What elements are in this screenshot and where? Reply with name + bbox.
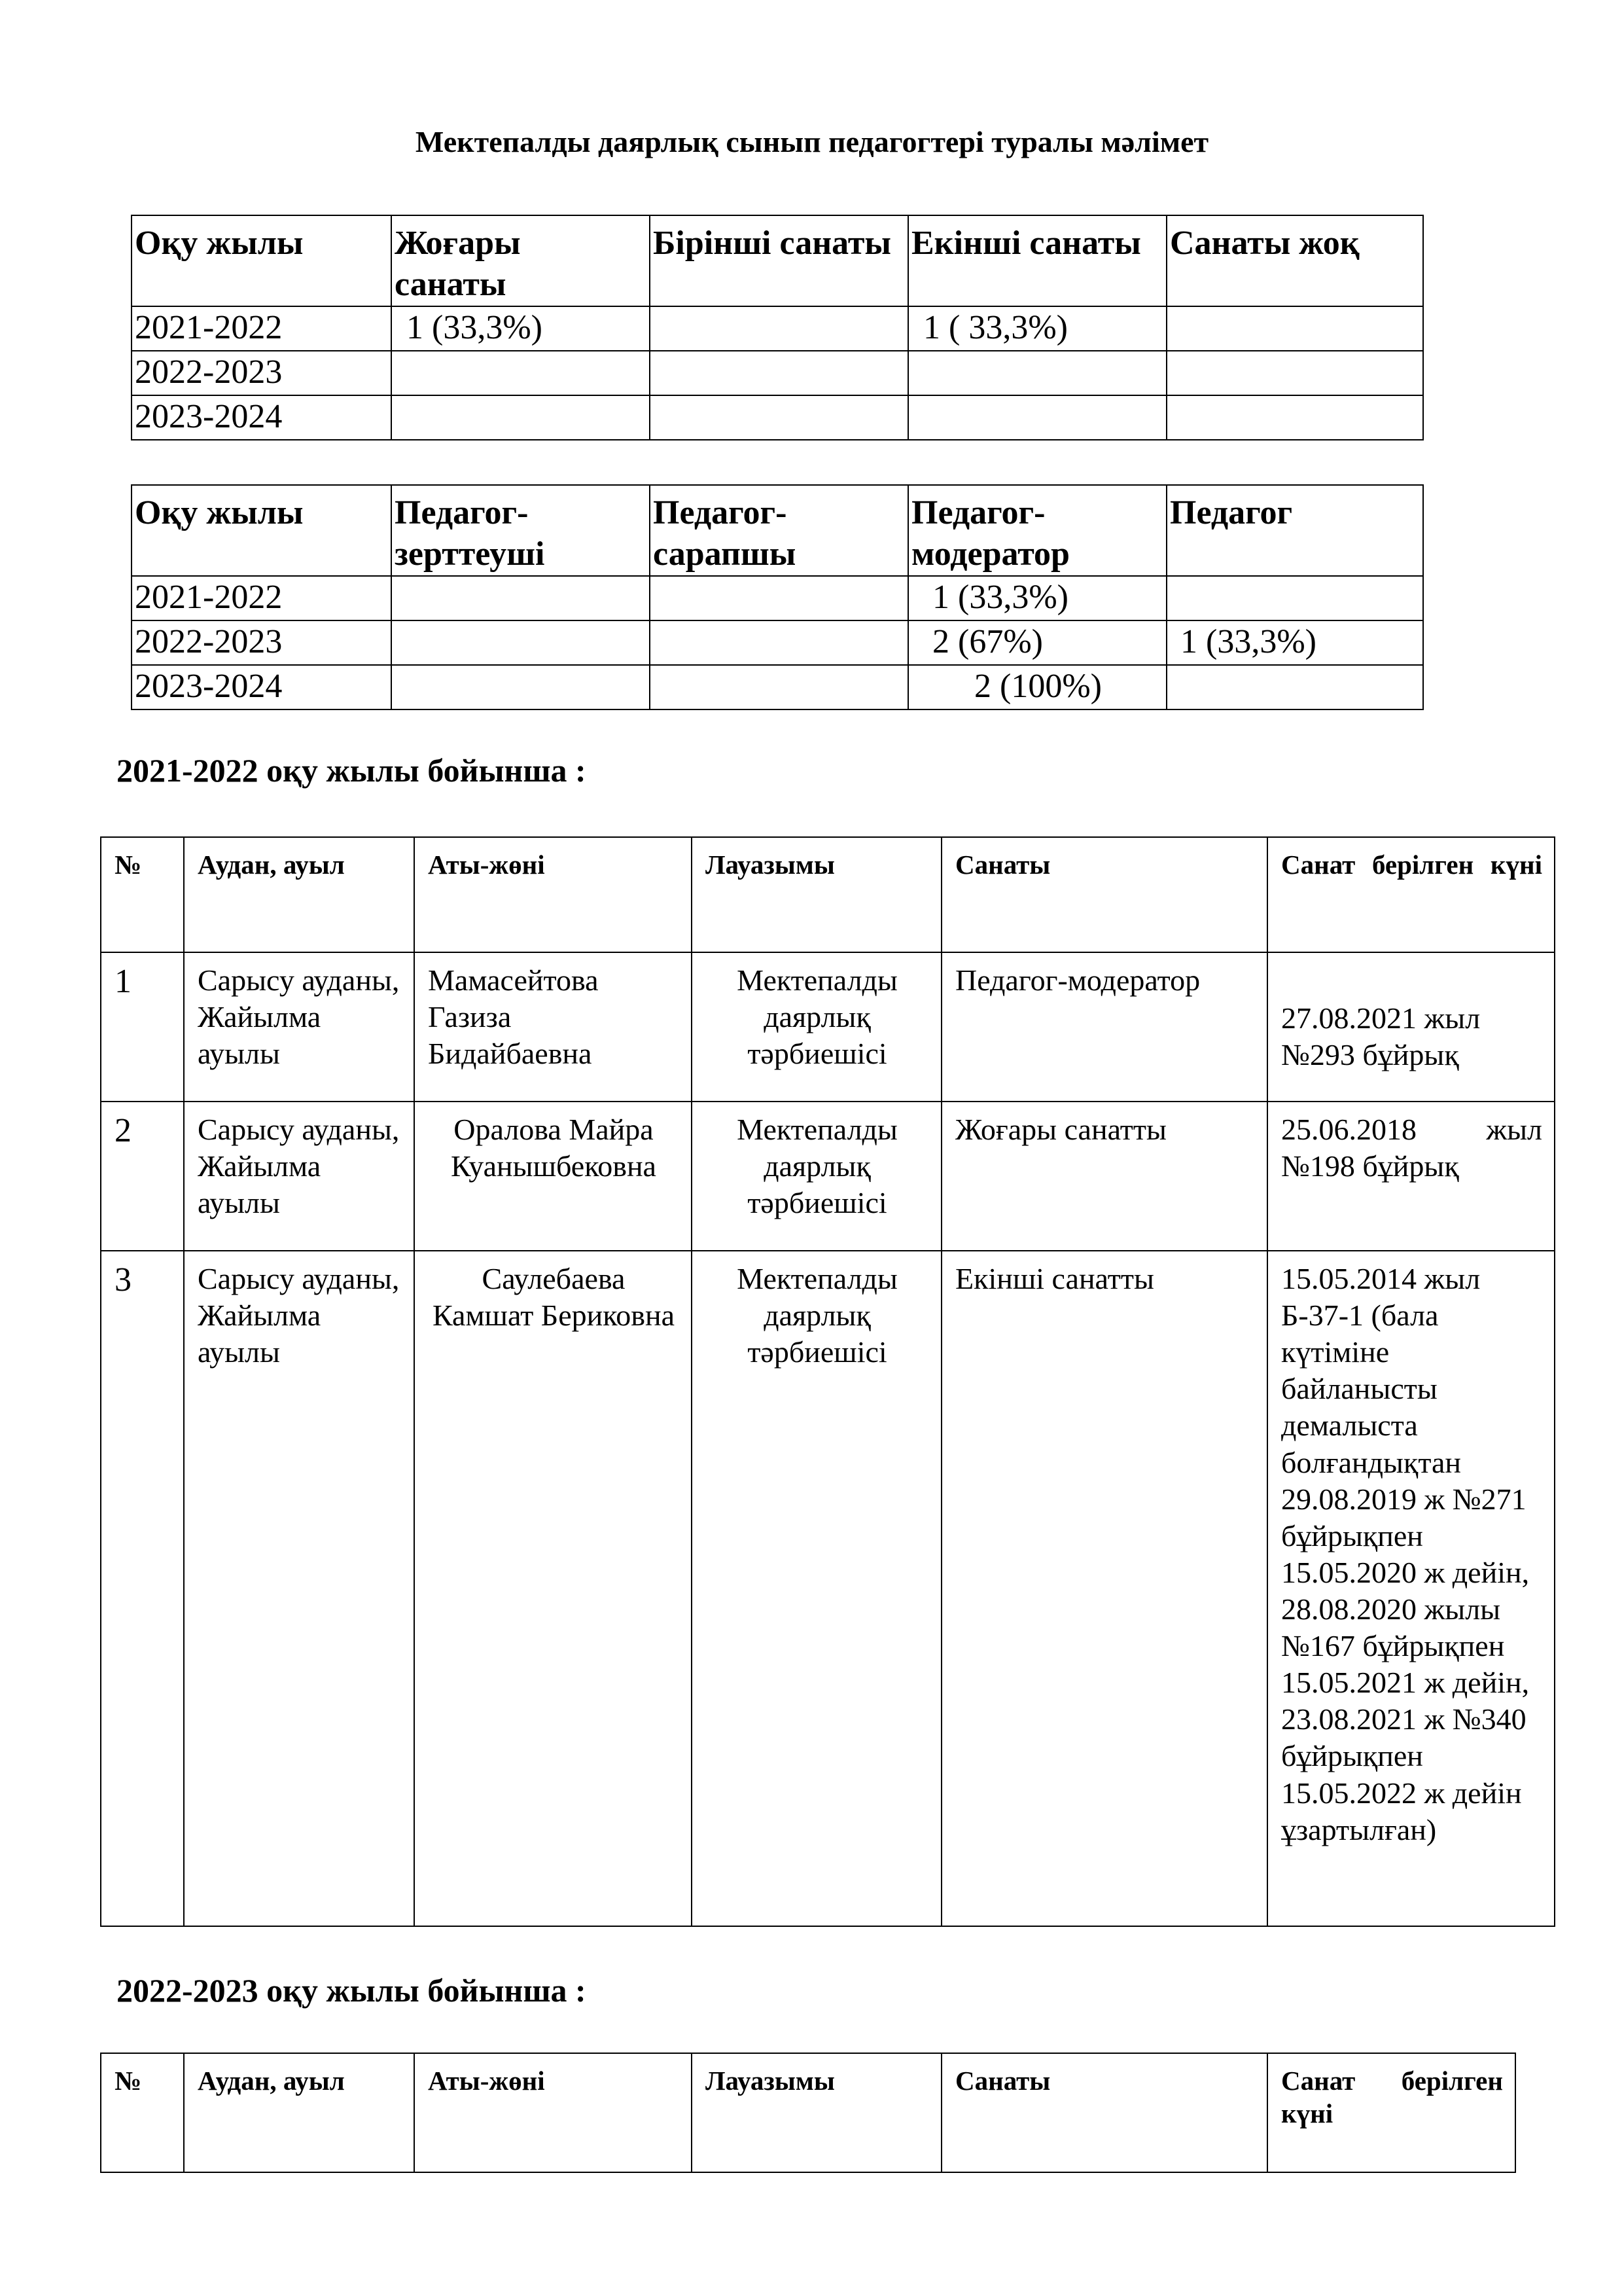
- header-cell: Аты-жөні: [414, 2053, 692, 2172]
- table-header-row: [101, 2053, 1515, 2172]
- table-cell: [650, 395, 908, 440]
- year-cell: 2023-2024: [132, 665, 391, 709]
- date-cell: 27.08.2021 жыл №293 бұйрық: [1267, 952, 1555, 1102]
- table-cell: [1167, 351, 1423, 395]
- row-number: 1: [101, 952, 184, 1102]
- header-cell: Санаты: [942, 837, 1267, 952]
- table-row: [132, 395, 1423, 440]
- header-cell: Педагог: [1167, 485, 1423, 576]
- date-cell: 25.06.2018 жыл №198 бұйрық: [1267, 1102, 1555, 1251]
- table-cell: 2 (100%): [908, 665, 1167, 709]
- name-cell: Мамасейтова Газиза Бидайбаевна: [414, 952, 692, 1102]
- category-summary-table: [131, 215, 1424, 440]
- header-cell: Оқу жылы: [132, 485, 391, 576]
- year-cell: 2022-2023: [132, 620, 391, 665]
- table-cell: [908, 395, 1167, 440]
- table-row: [101, 952, 1555, 1102]
- table-cell: 2 (67%): [908, 620, 1167, 665]
- table-cell: [650, 351, 908, 395]
- header-cell: Аудан, ауыл: [184, 837, 414, 952]
- table-cell: [391, 620, 650, 665]
- header-cell: Аудан, ауыл: [184, 2053, 414, 2172]
- table-header-row: [132, 485, 1423, 576]
- header-cell: Лауазымы: [692, 2053, 942, 2172]
- qualification-summary-table: [131, 484, 1424, 710]
- table-cell: 1 (33,3%): [1167, 620, 1423, 665]
- name-cell: Саулебаева Камшат Бериковна: [414, 1251, 692, 1926]
- teachers-detail-table-2022: [100, 2053, 1516, 2173]
- table-header-row: [101, 837, 1555, 952]
- row-number: 3: [101, 1251, 184, 1926]
- header-cell: Санат берілген күні: [1267, 2053, 1515, 2172]
- table-row: [101, 1102, 1555, 1251]
- header-cell: Екінші санаты: [908, 215, 1167, 306]
- section-title: 2021-2022 оқу жылы бойынша :: [116, 752, 586, 789]
- header-cell: Лауазымы: [692, 837, 942, 952]
- district-cell: Сарысу ауданы, Жайылма ауылы: [184, 1251, 414, 1926]
- table-cell: 1 (33,3%): [391, 306, 650, 351]
- table-cell: [1167, 395, 1423, 440]
- table-cell: [391, 576, 650, 620]
- table-cell: [650, 665, 908, 709]
- header-cell: №: [101, 2053, 184, 2172]
- table-cell: [650, 620, 908, 665]
- category-cell: Екінші санатты: [942, 1251, 1267, 1926]
- table-cell: [391, 395, 650, 440]
- category-cell: Жоғары санатты: [942, 1102, 1267, 1251]
- district-cell: Сарысу ауданы, Жайылма ауылы: [184, 952, 414, 1102]
- header-cell: Жоғары санаты: [391, 215, 650, 306]
- header-cell: Санаты жоқ: [1167, 215, 1423, 306]
- table-cell: [1167, 665, 1423, 709]
- table-cell: [391, 351, 650, 395]
- table-cell: [1167, 576, 1423, 620]
- header-cell: Аты-жөні: [414, 837, 692, 952]
- year-cell: 2022-2023: [132, 351, 391, 395]
- position-cell: Мектепалды даярлық тәрбиешісі: [692, 1102, 942, 1251]
- header-cell: Оқу жылы: [132, 215, 391, 306]
- row-number: 2: [101, 1102, 184, 1251]
- category-cell: Педагог-модератор: [942, 952, 1267, 1102]
- year-cell: 2021-2022: [132, 306, 391, 351]
- table-row: [132, 620, 1423, 665]
- table-row: [132, 306, 1423, 351]
- table-row: [132, 665, 1423, 709]
- header-cell: №: [101, 837, 184, 952]
- teachers-detail-table-2021: [100, 836, 1555, 1927]
- table-cell: [650, 306, 908, 351]
- table-row: [132, 351, 1423, 395]
- table-cell: 1 (33,3%): [908, 576, 1167, 620]
- position-cell: Мектепалды даярлық тәрбиешісі: [692, 952, 942, 1102]
- header-cell: Педагог-модератор: [908, 485, 1167, 576]
- table-cell: [908, 351, 1167, 395]
- table-cell: [391, 665, 650, 709]
- header-cell: Педагог-сарапшы: [650, 485, 908, 576]
- name-cell: Оралова Майра Куанышбековна: [414, 1102, 692, 1251]
- date-cell: 15.05.2014 жыл Б-37-1 (бала күтіміне байланысты демалыста болғандықтан 29.08.2019 ж №271 бұйрықпен 15.05.2020 ж дейін, 28.08.2020 жылы №167 бұйрықпен 15.05.2021 ж дейін, 23.08.2021 ж №340 бұйрықпен 15.05.2022 ж дейін ұзартылған): [1267, 1251, 1555, 1926]
- section-title: 2022-2023 оқу жылы бойынша :: [116, 1972, 586, 2009]
- header-cell: Санат берілген күні: [1267, 837, 1555, 952]
- table-cell: [650, 576, 908, 620]
- table-row: [132, 576, 1423, 620]
- year-cell: 2021-2022: [132, 576, 391, 620]
- header-cell: Санаты: [942, 2053, 1267, 2172]
- page-title: Мектепалды даярлық сынып педагогтері туралы мәлімет: [415, 125, 1209, 158]
- header-cell: Педагог-зерттеуші: [391, 485, 650, 576]
- year-cell: 2023-2024: [132, 395, 391, 440]
- position-cell: Мектепалды даярлық тәрбиешісі: [692, 1251, 942, 1926]
- table-row: [101, 1251, 1555, 1926]
- district-cell: Сарысу ауданы, Жайылма ауылы: [184, 1102, 414, 1251]
- table-cell: 1 ( 33,3%): [908, 306, 1167, 351]
- table-cell: [1167, 306, 1423, 351]
- header-cell: Бірінші санаты: [650, 215, 908, 306]
- table-header-row: [132, 215, 1423, 306]
